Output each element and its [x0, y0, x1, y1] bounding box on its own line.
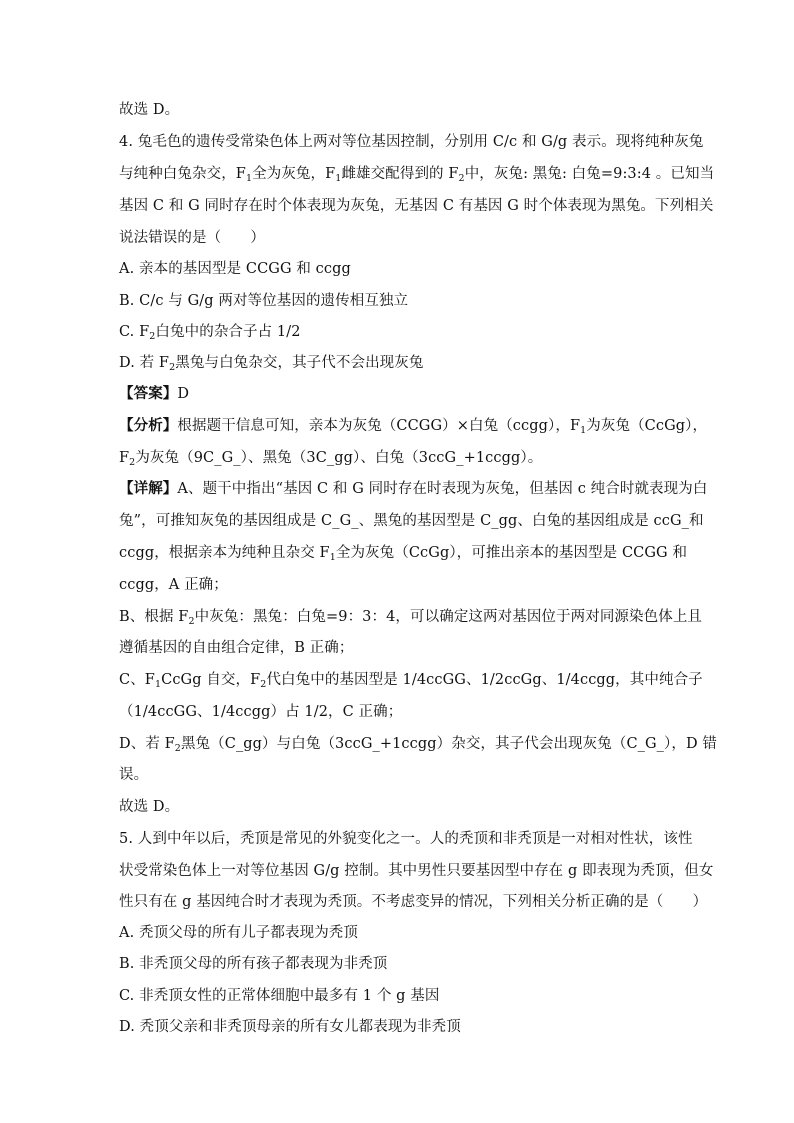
q5-option-b: B. 非秃顶父母的所有孩子都表现为非秃顶: [119, 956, 388, 972]
q4-detail-line-2: 兔”，可推知灰兔的基因组成是 C_G_、黑兔的基因型是 C_gg、白兔的基因组成是 ccG_和: [119, 513, 704, 529]
q4-detail-line-6: 遵循基因的自由组合定律，B 正确；: [119, 640, 354, 656]
q4-detail-line-9: D、若 $F_2$黑兔（C_gg）与白兔（3ccG_+1ccgg）杂交，其子代会出现灰兔（C_G_），D 错: [119, 736, 718, 754]
q4-option-b: B. C/c 与 G/g 两对等位基因的遗传相互独立: [119, 293, 409, 309]
detail-label: 【详解】: [119, 480, 178, 497]
q5-stem-line-3: 性只有在 g 基因纯合时才表现为秃顶。不考虑变异的情况，下列相关分析正确的是（ ）: [119, 894, 708, 910]
q4-detail-line-7: C、$F_1CcGg$ 自交，$F_2$代白兔中的基因型是 1/4ccGG、1/2ccGg、1/4ccgg，其中纯合子: [119, 672, 703, 690]
q4-answer: [119, 383, 699, 405]
q4-detail-line-1: 【详解】A、题干中指出“基因 C 和 G 同时存在时表现为灰兔，但基因 c 纯合时就表现为白: [119, 480, 708, 497]
q5-option-d: D. 秃顶父亲和非秃顶母亲的所有女儿都表现为非秃顶: [119, 1019, 461, 1035]
q4-detail-line-10: 误。: [119, 767, 149, 783]
answer-value: D: [177, 386, 190, 402]
q4-detail-line-4: ccgg，A 正确；: [119, 577, 228, 593]
q4-stem-line-1: 4. 兔毛色的遗传受常染色体上两对等位基因控制，分别用 C/c 和 G/g 表示。现将纯种灰兔: [119, 134, 704, 150]
q4-analysis-line-1: 【分析】根据题干信息可知，亲本为灰兔（CCGG）×白兔（ccgg），$F_1$为灰兔（CcGg），: [119, 417, 708, 436]
q4-stem-line-2: 与纯种白兔杂交，$F_1$全为灰兔，$F_1$雌雄交配得到的 $F_2$中，灰兔: 黑兔: 白兔=9:3:4 。已知当: [119, 166, 715, 184]
q4-detail-line-8: （1/4ccGG、1/4ccgg）占 1/2，C 正确；: [119, 704, 403, 720]
q3-conclusion: 故选 D。: [119, 102, 180, 118]
q4-detail-line-3: ccgg，根据亲本为纯种且杂交 $F_1$全为灰兔（CcGg），可推出亲本的基因型是 CCGG 和: [119, 545, 688, 563]
q4-analysis-line-2: $F_2$为灰兔（9C_G_）、黑兔（3C_gg）、白兔（3ccG_+1ccgg）。: [119, 450, 543, 468]
q5-option-c: C. 非秃顶女性的正常体细胞中最多有 1 个 g 基因: [119, 988, 440, 1004]
q4-stem-line-4: 说法错误的是（ ）: [119, 230, 265, 246]
q4-option-d: D. 若 $F_2$黑兔与白兔杂交，其子代不会出现灰兔: [119, 355, 424, 373]
q5-stem-line-2: 状受常染色体上一对等位基因 G/g 控制。其中男性只要基因型中存在 g 即表现为秃顶，但女: [119, 863, 714, 879]
analysis-label: 【分析】: [119, 417, 178, 434]
q4-stem-line-3: 基因 C 和 G 同时存在时个体表现为灰兔，无基因 C 有基因 G 时个体表现为黑兔。下列相关: [119, 198, 714, 214]
q5-option-a: A. 秃顶父母的所有儿子都表现为秃顶: [119, 925, 358, 941]
q4-conclusion: 故选 D。: [119, 799, 180, 815]
answer-label: 【答案】: [119, 385, 178, 402]
q5-stem-line-1: 5. 人到中年以后，秃顶是常见的外貌变化之一。人的秃顶和非秃顶是一对相对性状，该性: [119, 831, 693, 847]
q4-option-c: C. $F_2$白兔中的杂合子占 1/2: [119, 324, 301, 342]
q4-option-a: A. 亲本的基因型是 CCGG 和 ccgg: [119, 261, 351, 277]
q4-detail-line-5: B、根据 $F_2$中灰兔：黑兔：白兔=9：3：4，可以确定这两对基因位于两对同源染色体上且: [119, 609, 703, 627]
